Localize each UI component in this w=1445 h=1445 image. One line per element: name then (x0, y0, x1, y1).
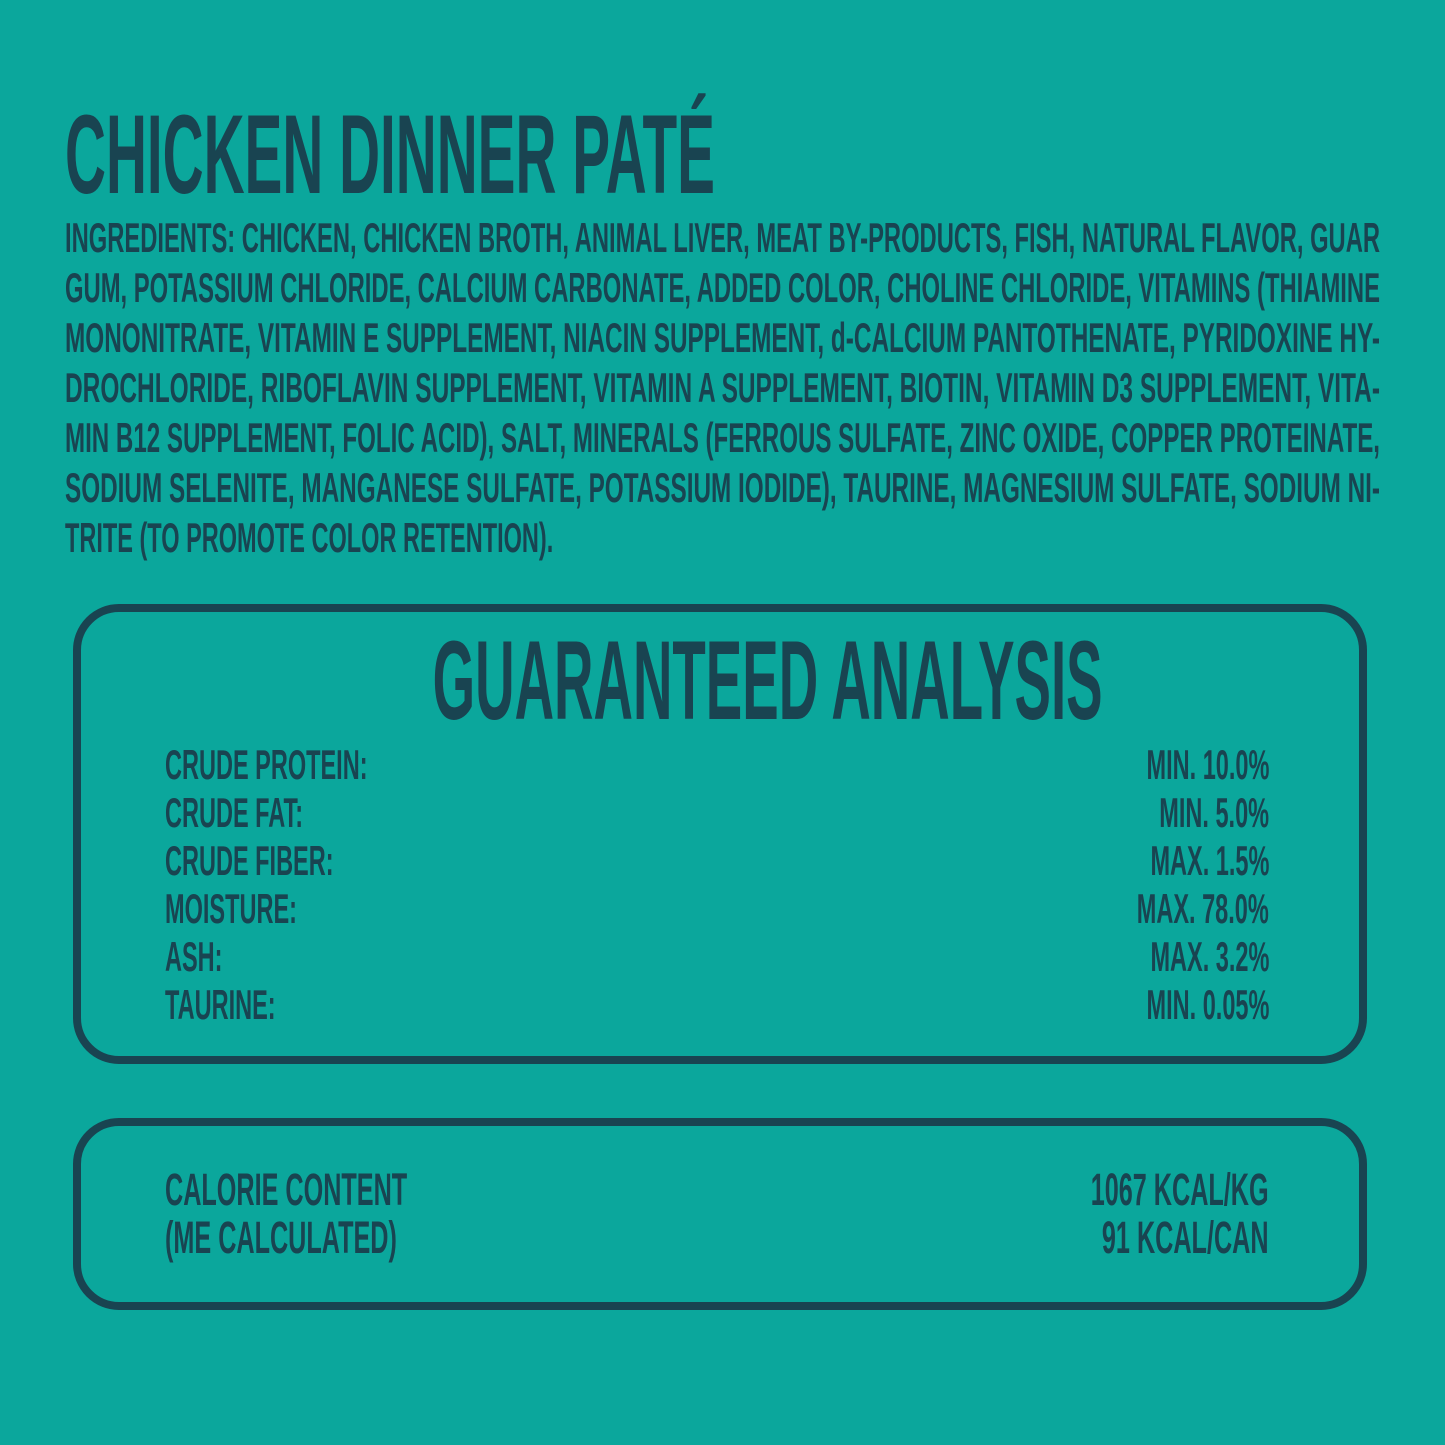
calorie-content-labels (165, 1166, 598, 1262)
analysis-row (165, 981, 1269, 1029)
ingredient-line (65, 513, 1380, 563)
analysis-row (165, 741, 1269, 789)
analysis-label: CRUDE PROTEIN: (165, 741, 368, 788)
ingredients-paragraph (65, 213, 1380, 563)
analysis-row (165, 789, 1269, 837)
ingredient-line-text: SODIUM SELENITE, MANGANESE SULFATE, POTASSIUM IODIDE), TAURINE, MAGNESIUM SULFATE, SODIUM NI- (65, 464, 1380, 511)
analysis-value: MIN. 5.0% (1159, 789, 1269, 836)
ingredient-line (65, 263, 1380, 313)
calorie-content-values (951, 1166, 1269, 1262)
guaranteed-analysis-table (81, 741, 1359, 1029)
analysis-value: MAX. 78.0% (1136, 885, 1269, 932)
analysis-row (165, 885, 1269, 933)
calorie-label-line-1: CALORIE CONTENT (165, 1164, 408, 1215)
analysis-value: MAX. 1.5% (1150, 837, 1269, 884)
calorie-value-line-2: 91 KCAL/CAN (1102, 1212, 1269, 1263)
analysis-label: CRUDE FAT: (165, 789, 304, 836)
analysis-row (165, 837, 1269, 885)
ingredient-line-text: TRITE (TO PROMOTE COLOR RETENTION). (65, 514, 554, 561)
product-title: CHICKEN DINNER PATÉ (65, 92, 715, 217)
ingredient-line (65, 213, 1380, 263)
ingredient-line (65, 363, 1380, 413)
guaranteed-analysis-box (73, 604, 1367, 1064)
ingredient-line (65, 463, 1380, 513)
calorie-content-box (73, 1118, 1367, 1310)
ingredient-line (65, 413, 1380, 463)
ingredient-line-text: MIN B12 SUPPLEMENT, FOLIC ACID), SALT, MINERALS (FERROUS SULFATE, ZINC OXIDE, COPPER PROTEINATE, (65, 414, 1380, 461)
analysis-value: MIN. 0.05% (1146, 981, 1269, 1028)
analysis-row (165, 933, 1269, 981)
ingredient-line-text: GUM, POTASSIUM CHLORIDE, CALCIUM CARBONATE, ADDED COLOR, CHOLINE CHLORIDE, VITAMINS (THIAMINE (65, 264, 1380, 311)
calorie-label-line-2: (ME CALCULATED) (165, 1212, 397, 1263)
ingredient-line-text: INGREDIENTS: CHICKEN, CHICKEN BROTH, ANIMAL LIVER, MEAT BY-PRODUCTS, FISH, NATURAL FLAVOR, GUAR (65, 214, 1380, 261)
calorie-value-row (951, 1214, 1269, 1262)
calorie-label-row (165, 1214, 598, 1262)
guaranteed-analysis-title-row (81, 618, 1359, 743)
ingredient-line-text: DROCHLORIDE, RIBOFLAVIN SUPPLEMENT, VITAMIN A SUPPLEMENT, BIOTIN, VITAMIN D3 SUPPLEMENT, VITA- (65, 364, 1380, 411)
ingredient-line (65, 313, 1380, 363)
analysis-value: MIN. 10.0% (1146, 741, 1269, 788)
calorie-value-line-1: 1067 KCAL/KG (1091, 1164, 1269, 1215)
calorie-label-row (165, 1166, 598, 1214)
guaranteed-analysis-title: GUARANTEED ANALYSIS (432, 618, 1103, 743)
analysis-label: CRUDE FIBER: (165, 837, 334, 884)
analysis-label: ASH: (165, 933, 223, 980)
analysis-label: TAURINE: (165, 981, 276, 1028)
analysis-value: MAX. 3.2% (1150, 933, 1269, 980)
calorie-value-row (951, 1166, 1269, 1214)
ingredient-line-text: MONONITRATE, VITAMIN E SUPPLEMENT, NIACIN SUPPLEMENT, d-CALCIUM PANTOTHENATE, PYRIDOXINE HY- (65, 314, 1380, 361)
analysis-label: MOISTURE: (165, 885, 297, 932)
product-title-row (65, 92, 1349, 217)
